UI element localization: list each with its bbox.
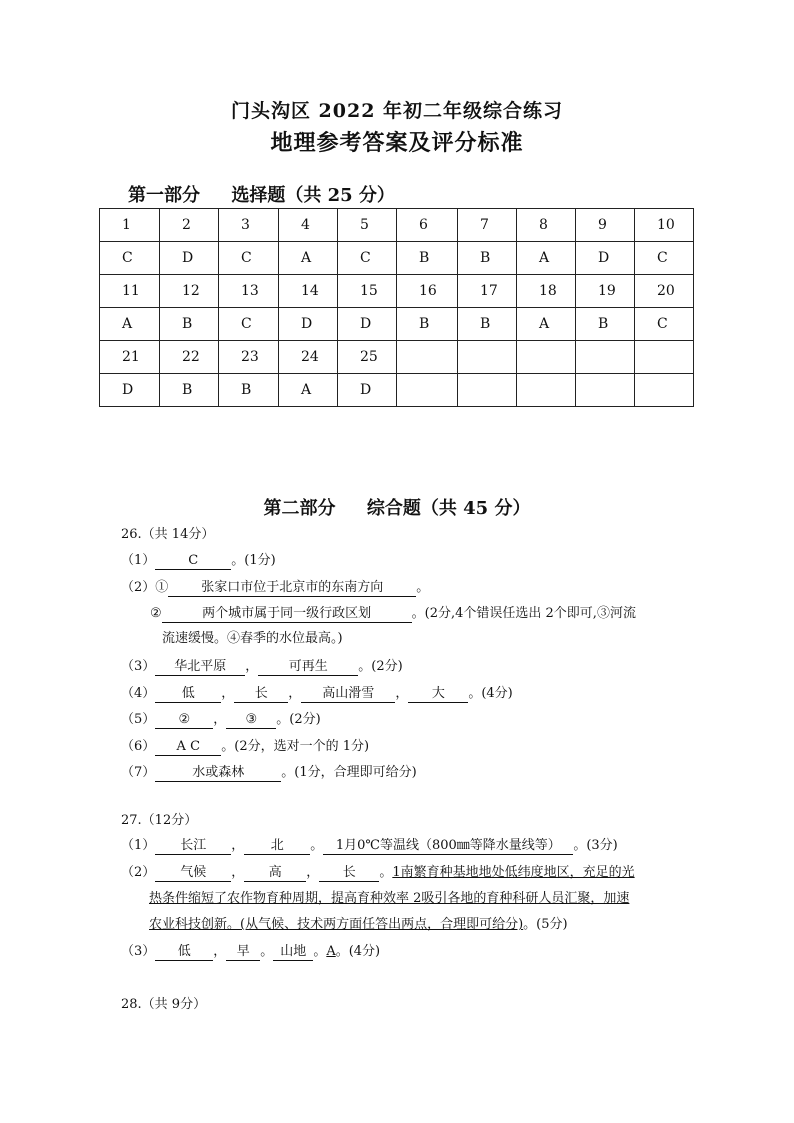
q27-l2-sep3: 。 bbox=[379, 865, 393, 880]
q26-l1-answer: C bbox=[155, 553, 231, 570]
q26-l5-a3: 高山滑雪 bbox=[301, 686, 395, 703]
answer-cell: 8 bbox=[517, 209, 576, 242]
answer-cell bbox=[635, 374, 694, 407]
q27-l3-a2: 早 bbox=[226, 944, 260, 961]
answer-cell: 3 bbox=[219, 209, 279, 242]
answer-row bbox=[100, 374, 694, 407]
q27-l2-a2: 高 bbox=[244, 865, 306, 882]
q26-l8-post: 。(1分，合理即可给分) bbox=[281, 765, 417, 780]
answer-cell: 2 bbox=[160, 209, 219, 242]
answer-row bbox=[100, 209, 694, 242]
answer-cell bbox=[576, 341, 635, 374]
answer-cell: 21 bbox=[100, 341, 160, 374]
q27-l3-sep3: 。 bbox=[313, 944, 327, 959]
q26-l8-a1: 水或森林 bbox=[155, 765, 281, 782]
answer-cell: C bbox=[219, 308, 279, 341]
answer-cell: B bbox=[160, 308, 219, 341]
answer-cell: A bbox=[517, 242, 576, 275]
answer-row bbox=[100, 242, 694, 275]
answer-cell: D bbox=[100, 374, 160, 407]
q27-l2-a4: 1南繁育种基地地处低纬度地区，充足的光 bbox=[392, 865, 635, 880]
answer-cell bbox=[635, 341, 694, 374]
q26-line4 bbox=[121, 658, 403, 676]
q26-l4-a2: 可再生 bbox=[258, 659, 358, 676]
q27-line2 bbox=[121, 864, 635, 882]
answer-cell: 5 bbox=[338, 209, 397, 242]
q26-l2-pre: （2）① bbox=[121, 580, 169, 595]
answer-cell bbox=[458, 374, 517, 407]
q26-l4-pre: （3） bbox=[121, 659, 156, 674]
answer-row bbox=[100, 275, 694, 308]
q27-l3-post: 。(4分) bbox=[335, 944, 381, 959]
q26-l8-pre: （7） bbox=[121, 765, 156, 780]
answer-row bbox=[100, 341, 694, 374]
answer-cell: D bbox=[279, 308, 338, 341]
q26-l6-pre: （5） bbox=[121, 712, 156, 727]
answer-cell: A bbox=[517, 308, 576, 341]
answer-cell: 4 bbox=[279, 209, 338, 242]
answer-cell: D bbox=[338, 374, 397, 407]
q26-line7 bbox=[121, 738, 369, 756]
part2-heading: 第二部分 综合题（共 45 分） bbox=[263, 498, 531, 519]
answer-cell: 22 bbox=[160, 341, 219, 374]
q27-head: 27.（12分） bbox=[121, 813, 198, 828]
q26-l6-a1: ② bbox=[155, 712, 213, 729]
answer-cell bbox=[517, 341, 576, 374]
q26-l4-a1: 华北平原 bbox=[155, 659, 245, 676]
answer-cell: 23 bbox=[219, 341, 279, 374]
q27-l3-a4: A bbox=[326, 944, 336, 959]
q26-l5-sep3: ， bbox=[395, 686, 409, 701]
answer-cell: B bbox=[458, 242, 517, 275]
answer-cell: A bbox=[279, 242, 338, 275]
answer-cell: C bbox=[100, 242, 160, 275]
q26-l4-mid: ， bbox=[245, 659, 259, 674]
q27-l2-pre: （2） bbox=[121, 865, 156, 880]
q26-head: 26.（共 14分） bbox=[121, 527, 215, 542]
q26-l5-a2: 长 bbox=[234, 686, 288, 703]
q27-l3-sep1: ， bbox=[213, 944, 227, 959]
q27-l2c-text: 农业科技创新。(从气候、技术两方面任答出两点，合理即可给分) bbox=[149, 917, 524, 932]
q27-l1-a3: 1月0℃等温线（800㎜等降水量线等） bbox=[323, 838, 573, 855]
q26-l1-pre: （1） bbox=[121, 553, 156, 568]
q26-l6-a2: ③ bbox=[226, 712, 276, 729]
answer-cell bbox=[576, 374, 635, 407]
answer-cell: D bbox=[160, 242, 219, 275]
q26-l5-pre: （4） bbox=[121, 686, 156, 701]
q27-l2-sep1: ， bbox=[231, 865, 245, 880]
q27-l3-sep2: 。 bbox=[260, 944, 274, 959]
answer-cell: B bbox=[576, 308, 635, 341]
q26-line2 bbox=[121, 579, 429, 597]
answer-cell: 14 bbox=[279, 275, 338, 308]
answer-cell: C bbox=[635, 308, 694, 341]
answer-cell: 11 bbox=[100, 275, 160, 308]
answer-cell: D bbox=[576, 242, 635, 275]
q26-l6-post: 。(2分) bbox=[276, 712, 321, 727]
q27-l2-a3: 长 bbox=[319, 865, 379, 882]
q26-line3 bbox=[150, 605, 636, 623]
q27-l2b-text: 热条件缩短了农作物育种周期，提高育种效率 2吸引各地的育种科研人员汇聚，加速 bbox=[149, 891, 630, 906]
answer-cell bbox=[397, 374, 458, 407]
answer-cell: 6 bbox=[397, 209, 458, 242]
answer-cell: C bbox=[338, 242, 397, 275]
answer-cell: B bbox=[397, 242, 458, 275]
answer-cell: 16 bbox=[397, 275, 458, 308]
q27-l2-a1: 气候 bbox=[155, 865, 231, 882]
q26-l5-sep1: ， bbox=[221, 686, 235, 701]
answer-cell: 13 bbox=[219, 275, 279, 308]
answer-cell: 10 bbox=[635, 209, 694, 242]
answer-row bbox=[100, 308, 694, 341]
answer-cell: 19 bbox=[576, 275, 635, 308]
q27-line3 bbox=[121, 943, 380, 961]
q26-l2-post: 。 bbox=[416, 580, 430, 595]
q26-line1 bbox=[121, 552, 276, 570]
q26-l5-sep2: ， bbox=[288, 686, 302, 701]
q27-l3-a3: 山地 bbox=[273, 944, 313, 961]
answer-cell: 24 bbox=[279, 341, 338, 374]
answer-cell: B bbox=[397, 308, 458, 341]
answer-cell: 17 bbox=[458, 275, 517, 308]
q26-l7-post: 。(2分，选对一个的 1分) bbox=[221, 739, 370, 754]
q27-line1 bbox=[121, 837, 618, 855]
q26-l7-pre: （6） bbox=[121, 739, 156, 754]
q27-l3-a1: 低 bbox=[155, 944, 213, 961]
answer-cell: 12 bbox=[160, 275, 219, 308]
q26-l3-pre: ② bbox=[150, 606, 162, 621]
answer-cell: 7 bbox=[458, 209, 517, 242]
answer-cell: 15 bbox=[338, 275, 397, 308]
answer-cell: B bbox=[458, 308, 517, 341]
answer-cell bbox=[397, 341, 458, 374]
q27-l1-sep1: ， bbox=[231, 838, 245, 853]
q26-line6 bbox=[121, 711, 321, 729]
q26-l4-post: 。(2分) bbox=[358, 659, 403, 674]
answer-cell: B bbox=[219, 374, 279, 407]
answer-cell: D bbox=[338, 308, 397, 341]
answer-table bbox=[99, 208, 694, 407]
q26-l5-a1: 低 bbox=[155, 686, 221, 703]
answer-cell bbox=[458, 341, 517, 374]
answer-cell: B bbox=[160, 374, 219, 407]
answer-cell: 20 bbox=[635, 275, 694, 308]
answer-cell: 9 bbox=[576, 209, 635, 242]
answer-cell: 1 bbox=[100, 209, 160, 242]
q26-line5 bbox=[121, 685, 513, 703]
q26-l3-post: 。(2分,4个错误任选出 2个即可,③河流 bbox=[411, 606, 636, 621]
title-line2: 地理参考答案及评分标准 bbox=[270, 130, 524, 156]
title-line1: 门头沟区 2022 年初二年级综合练习 bbox=[230, 100, 564, 122]
q28-head: 28.（共 9分） bbox=[121, 997, 207, 1012]
q27-line2c bbox=[149, 916, 568, 934]
q27-line2b bbox=[149, 890, 629, 908]
answer-cell: A bbox=[279, 374, 338, 407]
q27-l1-a1: 长江 bbox=[155, 838, 231, 855]
q27-l2-sep2: ， bbox=[306, 865, 320, 880]
q26-l7-a1: A C bbox=[155, 739, 221, 756]
q26-l3-answer: 两个城市属于同一级行政区划 bbox=[162, 606, 412, 623]
q27-l1-post: 。(3分) bbox=[573, 838, 618, 853]
q27-l2c-post: 。(5分) bbox=[523, 917, 568, 932]
q26-line3b: 流速缓慢。④春季的水位最高。) bbox=[162, 631, 343, 646]
q26-l6-sep: ， bbox=[213, 712, 227, 727]
answer-cell: 25 bbox=[338, 341, 397, 374]
answer-cell: C bbox=[219, 242, 279, 275]
answer-cell: 18 bbox=[517, 275, 576, 308]
q26-l1-post: 。(1分) bbox=[231, 553, 276, 568]
q26-l5-post: 。(4分) bbox=[468, 686, 513, 701]
q26-l2-answer: 张家口市位于北京市的东南方向 bbox=[168, 580, 416, 597]
q27-l3-pre: （3） bbox=[121, 944, 156, 959]
q26-line8 bbox=[121, 764, 417, 782]
q27-l1-pre: （1） bbox=[121, 838, 156, 853]
answer-cell bbox=[517, 374, 576, 407]
answer-cell: A bbox=[100, 308, 160, 341]
q26-l5-a4: 大 bbox=[408, 686, 468, 703]
answer-cell: C bbox=[635, 242, 694, 275]
q27-l1-sep2: 。 bbox=[310, 838, 324, 853]
q27-l1-a2: 北 bbox=[244, 838, 310, 855]
part1-heading: 第一部分 选择题（共 25 分） bbox=[128, 185, 395, 206]
